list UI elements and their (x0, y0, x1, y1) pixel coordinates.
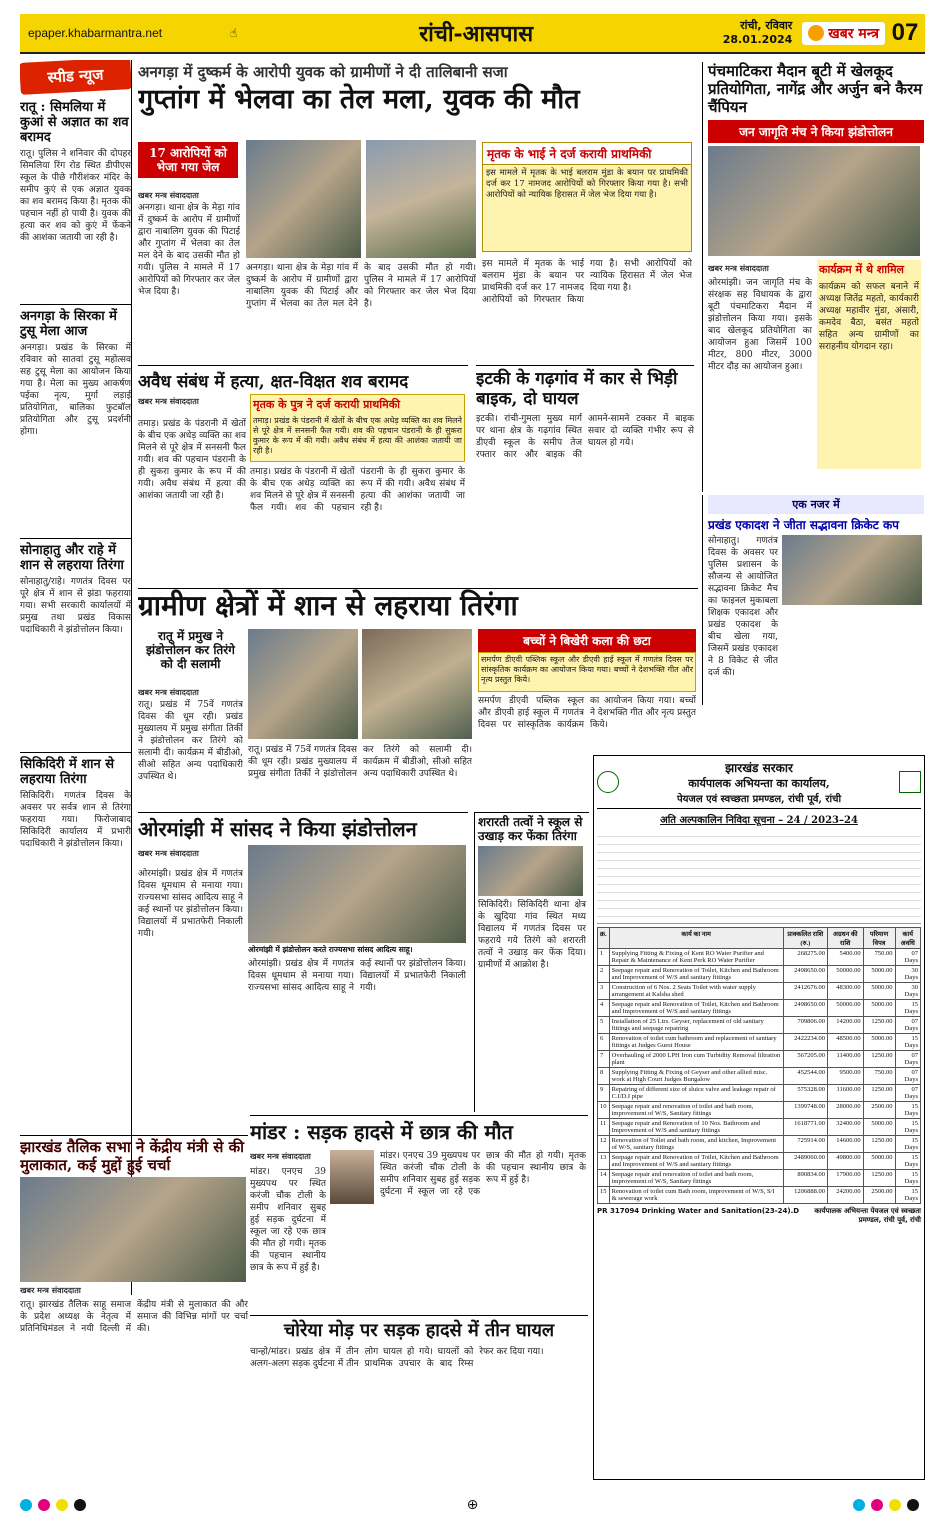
color-swatch (56, 1499, 68, 1511)
jharkhand-emblem-icon (597, 771, 619, 793)
tender-cell: 2498650.00 (783, 1000, 827, 1017)
dateline (682, 19, 792, 47)
tender-pr-number: PR 317094 Drinking Water and Sanitation(23-24).D (597, 1207, 800, 1215)
tender-row (598, 1085, 921, 1102)
tender-cell: 5000.00 (863, 983, 895, 1000)
tender-cell: 07 Days (895, 1017, 920, 1034)
sikidiri-flag-story (474, 812, 589, 1112)
tender-cell: 07 Days (895, 1068, 920, 1085)
tender-cell: Seepage repair and Renovation of Toilet, Kitchen and Bathroom and Improvement of W/S and sanitary fittings (609, 966, 783, 983)
tender-cell: 1250.00 (863, 1170, 895, 1187)
tender-col-header: कार्य का नाम (609, 928, 783, 949)
tiranga-right-head: बच्चों ने बिखेरी कला की छटा (478, 629, 696, 652)
top-story-body: अनगड़ा। थाना क्षेत्र के मेड़ा गांव में दुष्कर्म के आरोप में ग्रामीणों द्वारा नाबालिग युवक की पिटाई और गुप्तांग में भेलवा का तेल मल देने के बाद उसकी मौत हो गयी। पुलिस ने मामले में 17 आरोपियों को गिरफ्तार कर जेल भेज दिया है। (138, 203, 240, 297)
tender-row (598, 1136, 921, 1153)
tender-cell: 5000.00 (863, 1034, 895, 1051)
tender-row (598, 1187, 921, 1204)
tender-cell: 1250.00 (863, 1017, 895, 1034)
city-day: रांची, रविवार (740, 19, 793, 32)
left-story-3-head: सोनाहातु और राहे में शान से लहराया तिरंगा (20, 538, 131, 573)
ormanjhi-body-cont: ओरमांझी। प्रखंड क्षेत्र में गणतंत्र दिवस धूमधाम से मनाया गया। राज्यसभा सांसद आदित्य साहू ने कई स्थानों पर झंडोत्तोलन किया। विद्यालयों में प्रभातफेरी निकाली गयी। (248, 959, 466, 993)
swachh-logo-icon (899, 771, 921, 793)
tender-row (598, 1017, 921, 1034)
color-registration-bar (20, 1498, 925, 1512)
tender-cell: Supplying Fitting & Fixing of Geyser and other allied misc. work at High Court Judges Bungalow (609, 1068, 783, 1085)
top-story-photo-1 (246, 140, 361, 258)
ekadash-story (702, 495, 924, 705)
tender-cell: 1250.00 (863, 1051, 895, 1068)
issue-date: 28.01.2024 (722, 33, 793, 46)
choriya-headline: चोरेया मोड़ पर सड़क हादसे में तीन घायल (283, 1320, 555, 1341)
tender-col-header: प्राक्कलित राशि (रु.) (783, 928, 827, 949)
ormanjhi-story (138, 812, 468, 1112)
tender-cell: Repairing of different size of sluice valve and leakage repair of C.I/D.I pipe (609, 1085, 783, 1102)
tender-cell: 1250.00 (863, 1085, 895, 1102)
color-swatch (20, 1499, 32, 1511)
left-story-1-head: रातू : सिमलिया में कुआं से अज्ञात का शव बरामद (20, 100, 129, 145)
tender-cell: 2489060.00 (783, 1153, 827, 1170)
tender-cell: Renovation of toilet cum Bath room, improvement of W/S, S/I & sewerage work (609, 1187, 783, 1204)
tender-cell: 15 Days (895, 1102, 920, 1119)
right-top-photo (708, 146, 920, 256)
top-story-byline: खबर मन्त्र संवाददाता (138, 191, 199, 200)
color-swatches-right (853, 1496, 925, 1515)
color-swatch (853, 1499, 865, 1511)
tender-cell: 750.00 (863, 1068, 895, 1085)
choriya-body: चान्हो/मांडर। प्रखंड क्षेत्र में तीन अलग-अलग सड़क दुर्घटना में तीन लोग घायल हो गये। घायलों को प्राथमिक उपचार के बाद रिम्स रेफर कर दिया गया। (250, 1347, 544, 1369)
tender-cell: 6 (598, 1034, 610, 1051)
top-story-photo-2 (366, 140, 476, 258)
tender-cell: 5000.00 (863, 1000, 895, 1017)
tender-cell: 2 (598, 966, 610, 983)
top-story-sub-head: मृतक के भाई ने दर्ज करायी प्राथमिकी (483, 143, 691, 165)
top-story-red-box: 17 आरोपियों को भेजा गया जेल (138, 142, 238, 178)
tender-row (598, 1000, 921, 1017)
ek-najar-label: एक नजर में (708, 495, 924, 514)
tender-cell: 2422234.00 (783, 1034, 827, 1051)
tender-cell: 15 Days (895, 1034, 920, 1051)
tender-cell: 268275.00 (783, 949, 827, 966)
brand-name: खबर मन्त्र (828, 25, 879, 42)
tender-cell: 30 Days (895, 966, 920, 983)
tender-cell: 725914.00 (783, 1136, 827, 1153)
top-story (138, 62, 693, 362)
tender-cell: Renovation of Toilet and bath room, and kitchen, Improvement of W/S, sanitary fittings (609, 1136, 783, 1153)
choriya-story (250, 1315, 588, 1490)
ekadash-head: प्रखंड एकादश ने जीता सद्भावना क्रिकेट कप (708, 518, 899, 532)
tender-cell: 8 (598, 1068, 610, 1085)
tender-cell: 15 Days (895, 1170, 920, 1187)
tender-cell: Seepage repair and Renovation of Toilet, Kitchen and Bathroom and Improvement of W/S and sanitary fittings (609, 1153, 783, 1170)
tender-cell: 9 (598, 1085, 610, 1102)
right-top-byline: खबर मन्त्र संवाददाता (708, 264, 769, 273)
tender-col-header: अग्रधन की राशि (827, 928, 863, 949)
mid-sub-head: मृतक के पुत्र ने दर्ज करायी प्राथमिकी (253, 398, 401, 411)
sikidiri-flag-photo (478, 846, 583, 896)
tender-cell: 452544.00 (783, 1068, 827, 1085)
minister-story (20, 1135, 248, 1490)
tender-cell: 14200.00 (827, 1017, 863, 1034)
left-story-4-body: सिकिदिरी। गणतंत्र दिवस के अवसर पर सर्वत्र शान से तिरंगा फहराया गया। फिरोजाबाद सिकिदिरी कार्यालय में प्रभारी पदाधिकारी ने झंडोत्तोलन किया। (20, 791, 131, 849)
tender-cell: 10 (598, 1102, 610, 1119)
color-swatch (74, 1499, 86, 1511)
tender-cell: 07 Days (895, 949, 920, 966)
tender-cell: 32400.00 (827, 1119, 863, 1136)
brand-logo-icon (808, 25, 824, 41)
color-swatch (907, 1499, 919, 1511)
tender-cell: 15 Days (895, 1000, 920, 1017)
right-top-story (702, 62, 924, 492)
tender-cell: 5400.00 (827, 949, 863, 966)
right-top-sub-body: कार्यक्रम को सफल बनाने में अध्यक्ष जितेंद्र महतो, कार्यकारी अध्यक्ष महावीर मुंडा, अंसारी, कमदेव बैठा, बसंत महतो सहित अन्य ग्रामीणों का सराहनीय योगदान रहा। (817, 279, 921, 469)
tender-cell: 11600.00 (827, 1085, 863, 1102)
color-swatch (38, 1499, 50, 1511)
sikidiri-flag-head: शरारती तत्वों ने स्कूल से उखाड़ कर फेंका तिरंगा (478, 815, 583, 843)
tender-notice (593, 755, 925, 1480)
top-story-body-cont: अनगड़ा। थाना क्षेत्र के मेड़ा गांव में दुष्कर्म के आरोप में ग्रामीणों द्वारा नाबालिग युवक की पिटाई और गुप्तांग में भेलवा का तेल मल देने के बाद उसकी मौत हो गयी। पुलिस ने मामले में 17 आरोपियों को गिरफ्तार कर जेल भेज दिया है। (246, 263, 476, 309)
tender-cell: 14 (598, 1170, 610, 1187)
tender-row (598, 1102, 921, 1119)
mandar-victim-photo (330, 1150, 374, 1204)
top-story-kicker: अनगड़ा में दुष्कर्म के आरोपी युवक को ग्रामीणों ने दी तालिबानी सजा (138, 63, 508, 81)
top-story-sub-box (482, 142, 692, 252)
tender-col-header: परिमाण विपत्र (863, 928, 895, 949)
tender-cell: 1618771.00 (783, 1119, 827, 1136)
left-column (20, 60, 132, 1295)
minister-body: रातू। झारखंड तैलिक साहू समाज के प्रदेश अध्यक्ष के नेतृत्व में प्रतिनिधिमंडल ने नयी दिल्ली में केंद्रीय मंत्री से मुलाकात की और समाज की विभिन्न मांगों पर चर्चा की। (20, 1300, 248, 1334)
tender-cell: 50000.00 (827, 1000, 863, 1017)
tender-cell: 2500.00 (863, 1102, 895, 1119)
tender-cell: 575328.00 (783, 1085, 827, 1102)
tender-cell: 28000.00 (827, 1102, 863, 1119)
tender-cell: 15 (598, 1187, 610, 1204)
minister-byline: खबर मन्त्र संवाददाता (20, 1286, 81, 1295)
mandar-story (250, 1115, 588, 1310)
tender-row (598, 983, 921, 1000)
tender-cell: 15 Days (895, 1187, 920, 1204)
hand-pointer-icon: ☝ (230, 26, 238, 40)
minister-headline: झारखंड तैलिक सभा ने केंद्रीय मंत्री से की मुलाकात, कई मुद्दों हुई चर्चा (20, 1138, 244, 1174)
tender-cell: 07 Days (895, 1085, 920, 1102)
tender-cell: 17900.00 (827, 1170, 863, 1187)
brand-logo (802, 22, 885, 45)
tender-cell: 15 Days (895, 1136, 920, 1153)
left-story-2-head: अनगड़ा के सिरका में टुसू मेला आज (20, 304, 131, 339)
tiranga-photo-1 (248, 629, 358, 739)
tender-col-header: क्र. (598, 928, 610, 949)
masthead-bar (20, 14, 925, 54)
top-story-headline: गुप्तांग में भेलवा का तेल मला, युवक की मौत (138, 84, 580, 115)
tender-cell: 2412676.00 (783, 983, 827, 1000)
tender-cell: 7 (598, 1051, 610, 1068)
tender-cell: 890834.00 (783, 1170, 827, 1187)
mid-headline: अवैध संबंध में हत्या, क्षत-विक्षत शव बरामद (138, 372, 409, 392)
tender-cell: Seepage repair and renovation of toilet and bath room, improvement of W/S, Sanitary fittings (609, 1170, 783, 1187)
tender-notice-title: अति अल्पकालिन निविदा सूचना – 24 / 2023–24 (660, 815, 858, 826)
tender-signatory: कार्यपालक अभियन्ता पेयजल एवं स्वच्छता प्रमण्डल, रांची पूर्व, रांची (814, 1207, 921, 1224)
tender-cell: 1399748.00 (783, 1102, 827, 1119)
mid-story (138, 365, 468, 585)
tender-office: कार्यपालक अभियन्ता का कार्यालय, (688, 777, 830, 790)
right-top-sub-head: कार्यक्रम में थे शामिल (817, 260, 921, 279)
ormanjhi-headline: ओरमांझी में सांसद ने किया झंडोत्तोलन (138, 817, 417, 841)
tender-cell: Installation of 25 Ltrs. Geyser, replacement of old sanitary fittings and seepage repairing (609, 1017, 783, 1034)
tender-cell: 48500.00 (827, 1034, 863, 1051)
tender-cell: 30 Days (895, 983, 920, 1000)
ekadash-body: सोनाहातु। गणतंत्र दिवस के अवसर पर पुलिस प्रशासन के सौजन्य से आयोजित सद्भावना क्रिकेट मैच का फाइनल मुकाबला शिक्षक एकादश और प्रखंड एकादश के बीच खेला गया, जिसमें प्रखंड एकादश ने 8 विकेट से जीत दर्ज की। (708, 536, 778, 678)
tender-row (598, 1034, 921, 1051)
tender-cell: 15 Days (895, 1153, 920, 1170)
tender-cell: 2500.00 (863, 1187, 895, 1204)
registration-mark-icon: ⊕ (466, 1497, 479, 1513)
tender-cell: 1206888.00 (783, 1187, 827, 1204)
sikidiri-flag-body: सिकिदिरी। सिकिदिरी थाना क्षेत्र के खुदिया गांव स्थित मध्य विद्यालय में गणतंत्र दिवस पर फहराये गये तिरंगे को शरारती तत्वों ने उखाड़ कर फेंक दिया। ग्रामीणों में आक्रोश है। (478, 900, 586, 970)
tender-cell: 14600.00 (827, 1136, 863, 1153)
tender-cell: 5 (598, 1017, 610, 1034)
tender-cell: 1 (598, 949, 610, 966)
left-story-4-head: सिकिदिरी में शान से लहराया तिरंगा (20, 752, 131, 787)
tender-cell: 15 Days (895, 1119, 920, 1136)
tender-cell: 12 (598, 1136, 610, 1153)
tiranga-left-body-cont: रातू। प्रखंड में 75वें गणतंत्र दिवस की धूम रही। प्रखंड मुख्यालय में प्रमुख संगीता तिर्की ने झंडोत्तोलन कर तिरंगे को सलामी दी। कार्यक्रम में बीडीओ, सीओ सहित अन्य पदाधिकारी उपस्थित थे। (248, 745, 472, 779)
mandar-byline: खबर मन्त्र संवाददाता (250, 1152, 311, 1161)
tender-cell: 5000.00 (863, 966, 895, 983)
speed-news-badge: स्पीड न्यूज (20, 60, 132, 95)
right-top-headline: पंचमाटिकरा मैदान बूटी में खेलकूद प्रतियोगिता, नागेंद्र और अर्जुन बने कैरम चैंपियन (708, 62, 923, 116)
tender-cell: 13 (598, 1153, 610, 1170)
ormanjhi-body: ओरमांझी। प्रखंड क्षेत्र में गणतंत्र दिवस धूमधाम से मनाया गया। राज्यसभा सांसद आदित्य साहू ने कई स्थानों पर झंडोत्तोलन किया। विद्यालयों में प्रभातफेरी निकाली गयी। (138, 869, 243, 939)
mandar-body-cont: मांडर। एनएच 39 मुख्यपथ पर स्थित करंजी चौक टोली के समीप शनिवार सुबह हुई सड़क दुर्घटना में स्कूल जा रहे एक छात्र की मौत हो गयी। मृतक की पहचान स्थानीय छात्र के रूप में हुई है। (380, 1151, 586, 1197)
tender-row (598, 1119, 921, 1136)
page-number: 07 (891, 19, 919, 46)
ormanjhi-photo (248, 845, 466, 943)
tender-cell: Supplying Fitting & Fixing of Kent RO Water Purifier and Repair & Maintenance of Kent Perk RO Water Purifier (609, 949, 783, 966)
tender-cell: 5000.00 (863, 1153, 895, 1170)
ekadash-photo (782, 535, 922, 605)
tender-cell: 9500.00 (827, 1068, 863, 1085)
tender-row (598, 1170, 921, 1187)
tender-office-2: पेयजल एवं स्वच्छता प्रमण्डल, रांची पूर्व, रांची (676, 794, 842, 805)
tender-cell: 1250.00 (863, 1136, 895, 1153)
tender-cell: 567205.00 (783, 1051, 827, 1068)
top-story-sub-body: इस मामले में मृतक के भाई बलराम मुंडा के बयान पर प्राथमिकी दर्ज कर 17 नामजद आरोपियों को गिरफ्तार किया गया है। सभी आरोपियों को न्यायिक हिरासत में जेल भेज दिया गया है। (486, 168, 688, 200)
tender-cell: Seepage repair and Renovation of 10 Nos. Bathroom and Improvement of W/S and sanitary fittings (609, 1119, 783, 1136)
tender-cell: 3 (598, 983, 610, 1000)
mandar-headline: मांडर : सड़क हादसे में छात्र की मौत (250, 1120, 513, 1144)
tiranga-headline: ग्रामीण क्षेत्रों में शान से लहराया तिरंगा (138, 589, 518, 622)
tender-row (598, 966, 921, 983)
tender-cell: Seepage repair and Renovation of Toilet, Kitchen and Bathroom and Improvement of W/S and sanitary fittings (609, 1000, 783, 1017)
section-title: रांची-आसपास (419, 21, 534, 47)
mid-byline: खबर मन्त्र संवाददाता (138, 397, 199, 406)
tender-cell: 11 (598, 1119, 610, 1136)
tender-cell: Renovation of toilet cum bathroom and replacement of sanitary fittings at Judges Guest House (609, 1034, 783, 1051)
left-story-1-body: रातू। पुलिस ने शनिवार की दोपहर सिमलिया रिंग रोड स्थित डीपीएस स्कूल के पीछे गौरीशंकर मंदिर के समीप कुएं से एक अज्ञात युवक का शव बरामद किया है। मृतक की पहचान नहीं हो पायी है। युवक की हत्या कर शव को कुएं में फेंकने की आशंका जतायी जा रही है। (20, 149, 131, 243)
tender-cell: Construction of 6 Nos. 2 Seats Toilet with water supply arrangement at Kalsha shed (609, 983, 783, 1000)
tender-cell: 11400.00 (827, 1051, 863, 1068)
epaper-url[interactable]: epaper.khabarmantra.net (28, 26, 163, 40)
top-story-sub-body-cont: इस मामले में मृतक के भाई बलराम मुंडा के बयान पर प्राथमिकी दर्ज कर 17 नामजद आरोपियों को गिरफ्तार किया गया है। सभी आरोपियों को न्यायिक हिरासत में जेल भेज दिया गया है। (482, 259, 692, 305)
tender-terms-block (597, 829, 921, 924)
tiranga-byline: खबर मन्त्र संवाददाता (138, 688, 199, 697)
ormanjhi-byline: खबर मन्त्र संवाददाता (138, 849, 199, 858)
tiranga-right-body-cont: समर्पण डीएवी पब्लिक स्कूल और डीएवी हाई स्कूल में गणतंत्र दिवस पर सांस्कृतिक कार्यक्रम का आयोजन किया गया। बच्चों ने देशभक्ति गीत और नृत्य प्रस्तुत किये। (478, 696, 696, 730)
tiranga-photo-2 (362, 629, 472, 739)
tender-row (598, 949, 921, 966)
color-swatches-left (20, 1496, 92, 1515)
left-story-2-body: अनगड़ा। प्रखंड के सिरका में रविवार को सातवां टुसू महोत्सव सह टुसू मेला का आयोजन किया गया है। मेला का मुख्य आकर्षण पईका नृत्य, मुर्गा लड़ाई प्रतियोगिता, बालिका फुटबॉल प्रतियोगिता और टुसू प्रदर्शनी होगा। (20, 343, 131, 437)
tender-cell: Seepage repair and renovation of toilet and bath room, improvement of W/S, Sanitary fittings (609, 1102, 783, 1119)
mid-sub-body: तमाड़। प्रखंड के पंडरानी में खेतों के बीच एक अधेड़ व्यक्ति का शव मिलने से पूरे क्षेत्र में सनसनी फैल गयी। शव की पहचान पंडरानी के ही सुकरा कुमार के रूप में की गयी। अवैध संबंध में हत्या की आशंका जतायी जा रही है। (253, 416, 462, 455)
left-story-3-body: सोनाहातु/राहे। गणतंत्र दिवस पर पूरे क्षेत्र में शान से झंडा फहराया गया। सभी सरकारी कार्यालयों में प्रमुख तथा प्रखंड विकास पदाधिकारी ने झंडोत्तोलन किया। (20, 577, 131, 635)
mid-body: तमाड़। प्रखंड के पंडरानी में खेतों के बीच एक अधेड़ व्यक्ति का शव मिलने से पूरे क्षेत्र में सनसनी फैल गयी। शव की पहचान पंडरानी के ही सुकरा कुमार के रूप में की गयी। अवैध संबंध में हत्या की आशंका जतायी जा रही है। (138, 419, 246, 501)
tiranga-left-body: रातू। प्रखंड में 75वें गणतंत्र दिवस की धूम रही। प्रखंड मुख्यालय में प्रमुख संगीता तिर्की ने झंडोत्तोलन कर तिरंगे को सलामी दी। कार्यक्रम में बीडीओ, सीओ सहित अन्य पदाधिकारी उपस्थित थे। (138, 700, 243, 782)
mandar-body: मांडर। एनएच 39 मुख्यपथ पर स्थित करंजी चौक टोली के समीप शनिवार सुबह हुई सड़क दुर्घटना में स्कूल जा रहे एक छात्र की मौत हो गयी। मृतक की पहचान स्थानीय छात्र के रूप में हुई है। (250, 1167, 326, 1273)
tender-cell: 4 (598, 1000, 610, 1017)
tender-cell: 24200.00 (827, 1187, 863, 1204)
tender-cell: 49800.00 (827, 1153, 863, 1170)
tender-table (597, 927, 921, 1204)
tender-row (598, 1153, 921, 1170)
tender-cell: 709806.00 (783, 1017, 827, 1034)
tender-col-header: कार्य अवधि (895, 928, 920, 949)
itki-body: इटकी। रांची-गुमला मुख्य मार्ग पर थाना क्षेत्र के गढ़गांव स्थित डीएवी स्कूल के समीप तेज रफ्तार कार और बाइक की आमने-सामने टक्कर में बाइक सवार दो व्यक्ति गंभीर रूप से घायल हो गये। (476, 414, 694, 460)
minister-photo (20, 1177, 246, 1282)
mid-sub-box (250, 394, 465, 462)
tender-cell: 750.00 (863, 949, 895, 966)
tender-cell: 50000.00 (827, 966, 863, 983)
right-top-red-box: जन जागृति मंच ने किया झंडोत्तोलन (708, 120, 924, 143)
tender-cell: 5000.00 (863, 1119, 895, 1136)
tiranga-right-body: समर्पण डीएवी पब्लिक स्कूल और डीएवी हाई स्कूल में गणतंत्र दिवस पर सांस्कृतिक कार्यक्रम का आयोजन किया गया। बच्चों ने देशभक्ति गीत और नृत्य प्रस्तुत किये। (478, 652, 696, 692)
tiranga-left-head: रातू में प्रमुख ने झंडोत्तोलन कर तिरंगे को दी सलामी (146, 629, 235, 671)
tender-row (598, 1051, 921, 1068)
itki-headline: इटकी के गढ़गांव में कार से भिड़ी बाइक, दो घायल (476, 369, 678, 409)
mid-body-cont: तमाड़। प्रखंड के पंडरानी में खेतों के बीच एक अधेड़ व्यक्ति का शव मिलने से पूरे क्षेत्र में सनसनी फैल गयी। शव की पहचान पंडरानी के ही सुकरा कुमार के रूप में की गयी। अवैध संबंध में हत्या की आशंका जतायी जा रही है। (250, 467, 465, 513)
tender-cell: Overhauling of 2000 LPH Iron cum Turbidity Removal filtration plant (609, 1051, 783, 1068)
tender-row (598, 1068, 921, 1085)
tender-cell: 07 Days (895, 1051, 920, 1068)
tender-gov: झारखंड सरकार (725, 761, 793, 775)
itki-story (476, 365, 694, 585)
right-top-body: ओरमांझी। जन जागृति मंच के संरक्षक सह विधायक के द्वारा बूटी पंचमाटिकरा मैदान में झंडोत्तोलन किया गया। इसके बाद खेलकूद प्रतियोगिता का आयोजन हुआ जिसमें 100 मीटर, 800 मीटर, 3000 मीटर दौड़ का आयोजन हुआ। (708, 278, 812, 372)
tender-cell: 48300.00 (827, 983, 863, 1000)
ormanjhi-caption: ओरमांझी में झंडोत्तोलन करते राज्यसभा सांसद आदित्य साहू। (248, 945, 413, 954)
color-swatch (871, 1499, 883, 1511)
color-swatch (889, 1499, 901, 1511)
tender-cell: 2498650.00 (783, 966, 827, 983)
